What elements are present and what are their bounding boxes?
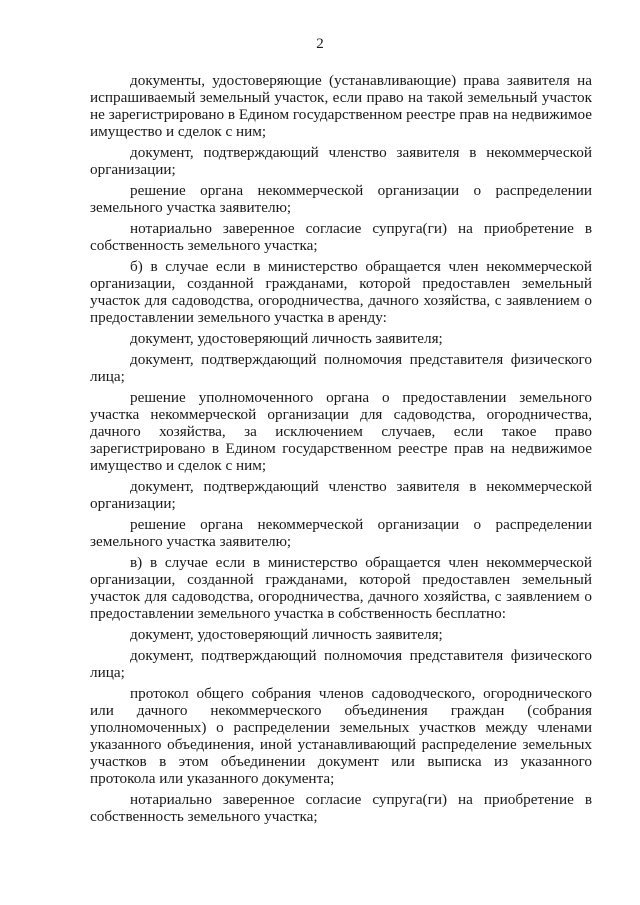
paragraph: документ, удостоверяющий личность заявителя;	[130, 626, 443, 643]
paragraph: документ, подтверждающий полномочия представителя физического лица;	[90, 351, 592, 385]
paragraph: документ, удостоверяющий личность заявителя;	[130, 330, 443, 347]
paragraph: в) в случае если в министерство обращается член некоммерческой организации, созданной гражданами, которой предоставлен земельный участок для садоводства, огородничества, дачного хозяйства, с заявлением о предоставлении земельного участка в собственность бесплатно:	[90, 554, 592, 622]
paragraph: документ, подтверждающий членство заявителя в некоммерческой организации;	[90, 478, 592, 512]
paragraph: документ, подтверждающий полномочия представителя физического лица;	[90, 647, 592, 681]
paragraph: документы, удостоверяющие (устанавливающие) права заявителя на испрашиваемый земельный участок, если право на такой земельный участок не зарегистрировано в Едином государственном реестре прав на недвижимое имущество и сделок с ним;	[90, 72, 592, 140]
document-body	[90, 72, 592, 829]
paragraph: нотариально заверенное согласие супруга(ги) на приобретение в собственность земельного участка;	[90, 791, 592, 825]
paragraph: решение органа некоммерческой организации о распределении земельного участка заявителю;	[90, 182, 592, 216]
paragraph: решение уполномоченного органа о предоставлении земельного участка некоммерческой организации для садоводства, огородничества, дачного хозяйства, за исключением случаев, если такое право зарегистрировано в Едином государственном реестре прав на недвижимое имущество и сделок с ним;	[90, 389, 592, 474]
paragraph: б) в случае если в министерство обращается член некоммерческой организации, созданной гражданами, которой предоставлен земельный участок для садоводства, огородничества, дачного хозяйства, с заявлением о предоставлении земельного участка в аренду:	[90, 258, 592, 326]
page-number: 2	[316, 36, 324, 52]
paragraph: нотариально заверенное согласие супруга(ги) на приобретение в собственность земельного участка;	[90, 220, 592, 254]
paragraph: протокол общего собрания членов садоводческого, огороднического или дачного некоммерческого объединения граждан (собрания уполномоченных) о распределении земельных участков между членами указанного объединения, иной устанавливающий распределение земельных участков в этом объединении документ или выписка из указанного протокола или указанного документа;	[90, 685, 592, 787]
paragraph: документ, подтверждающий членство заявителя в некоммерческой организации;	[90, 144, 592, 178]
paragraph: решение органа некоммерческой организации о распределении земельного участка заявителю;	[90, 516, 592, 550]
